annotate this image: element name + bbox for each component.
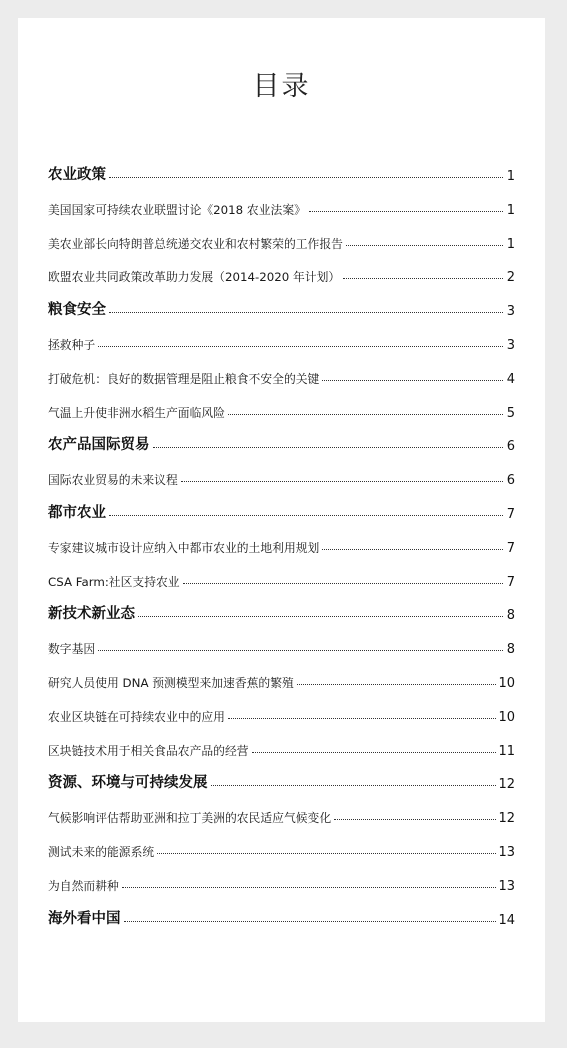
toc-item[interactable] bbox=[48, 631, 515, 657]
document-page bbox=[18, 18, 545, 1022]
toc-entry-title: 新技术新业态 bbox=[48, 606, 135, 623]
toc-page-number: 13 bbox=[498, 845, 515, 860]
toc-item[interactable] bbox=[48, 699, 515, 725]
toc-page-number: 13 bbox=[498, 878, 515, 894]
toc-entry-title: 气温上升使非洲水稻生产面临风险 bbox=[48, 405, 225, 420]
toc-page-number: 1 bbox=[506, 202, 515, 218]
toc-page-number: 1 bbox=[506, 236, 515, 252]
toc-entry-title: 气候影响评估帮助亚洲和拉丁美洲的农民适应气候变化 bbox=[48, 811, 332, 826]
toc-section[interactable] bbox=[48, 428, 515, 454]
toc-entry-title: 拯救种子 bbox=[48, 338, 96, 352]
toc-item[interactable] bbox=[48, 868, 515, 894]
toc-entry-title: 美农业部长向特朗普总统递交农业和农村繁荣的工作报告 bbox=[48, 236, 343, 251]
toc-page-number: 7 bbox=[506, 540, 515, 556]
toc-entry-title: 农业区块链在可持续农业中的应用 bbox=[48, 709, 225, 724]
toc-entry-title: 专家建议城市设计应纳入中都市农业的土地利用规划 bbox=[48, 540, 320, 555]
toc-item[interactable] bbox=[48, 395, 515, 421]
toc-entry-title: 为自然而耕种 bbox=[48, 878, 119, 893]
toc-entry-title: 数字基因 bbox=[48, 642, 96, 657]
toc-entry-title: 都市农业 bbox=[48, 505, 106, 521]
toc-section[interactable] bbox=[48, 496, 515, 522]
toc-entry-title: 国际农业贸易的未来议程 bbox=[48, 473, 178, 488]
toc-entry-title: 打破危机：良好的数据管理是阻止粮食不安全的关键 bbox=[48, 371, 320, 386]
toc-entry-title: 农产品国际贸易 bbox=[48, 437, 150, 454]
toc-entry-title: 测试未来的能源系统 bbox=[48, 845, 155, 859]
toc-item[interactable] bbox=[48, 361, 515, 387]
toc-page-number: 10 bbox=[498, 676, 515, 691]
toc-page-number: 2 bbox=[506, 270, 515, 286]
toc-item[interactable] bbox=[48, 564, 515, 590]
dot-leader bbox=[334, 819, 496, 820]
toc-page-number: 6 bbox=[506, 439, 515, 455]
toc-section[interactable] bbox=[48, 293, 515, 319]
dot-leader bbox=[252, 752, 497, 753]
dot-leader bbox=[109, 515, 503, 516]
toc-item[interactable] bbox=[48, 462, 515, 488]
toc-page-number: 3 bbox=[506, 338, 515, 353]
toc-item[interactable] bbox=[48, 327, 515, 353]
toc-page-number: 11 bbox=[498, 743, 515, 759]
toc-page-number: 14 bbox=[498, 912, 515, 928]
toc-item[interactable] bbox=[48, 834, 515, 860]
dot-leader bbox=[309, 211, 503, 212]
dot-leader bbox=[122, 887, 497, 888]
toc-section[interactable] bbox=[48, 158, 515, 184]
dot-leader bbox=[181, 481, 503, 482]
toc-item[interactable] bbox=[48, 800, 515, 826]
toc-page-number: 7 bbox=[506, 507, 515, 522]
toc-entry-title: 海外看中国 bbox=[48, 910, 121, 927]
dot-leader bbox=[153, 447, 504, 448]
toc-page-number: 12 bbox=[498, 811, 515, 827]
toc-page-number: 8 bbox=[506, 608, 515, 624]
toc-page-number: 6 bbox=[506, 473, 515, 489]
toc-entry-title: CSA Farm:社区支持农业 bbox=[48, 574, 180, 589]
toc-item[interactable] bbox=[48, 192, 515, 218]
toc-section[interactable] bbox=[48, 597, 515, 623]
dot-leader bbox=[322, 549, 503, 550]
dot-leader bbox=[228, 718, 496, 719]
toc-page-number: 4 bbox=[506, 371, 515, 387]
toc-item[interactable] bbox=[48, 733, 515, 759]
toc-page-number: 7 bbox=[506, 574, 515, 590]
toc-page-number: 12 bbox=[498, 777, 515, 793]
dot-leader bbox=[228, 414, 503, 415]
toc-entry-title: 农业政策 bbox=[48, 167, 106, 183]
toc-section[interactable] bbox=[48, 902, 515, 928]
toc-page-number: 5 bbox=[506, 405, 515, 421]
toc-entry-title: 研究人员使用 DNA 预测模型来加速香蕉的繁殖 bbox=[48, 676, 294, 690]
toc-entry-title: 区块链技术用于相关食品农产品的经营 bbox=[48, 743, 249, 758]
dot-leader bbox=[124, 921, 497, 922]
dot-leader bbox=[157, 853, 496, 854]
page-title: 目录 bbox=[252, 71, 311, 102]
toc-page-number: 3 bbox=[506, 304, 515, 320]
dot-leader bbox=[322, 380, 503, 381]
dot-leader bbox=[211, 785, 497, 786]
toc-item[interactable] bbox=[48, 226, 515, 252]
dot-leader bbox=[297, 684, 497, 685]
toc-page-number: 10 bbox=[498, 709, 515, 725]
dot-leader bbox=[183, 583, 503, 584]
dot-leader bbox=[138, 616, 503, 617]
toc-item[interactable] bbox=[48, 530, 515, 556]
toc-page-number: 1 bbox=[506, 169, 515, 184]
toc-entry-title: 美国国家可持续农业联盟讨论《2018 农业法案》 bbox=[48, 202, 306, 217]
toc-item[interactable] bbox=[48, 665, 515, 691]
toc-section[interactable] bbox=[48, 766, 515, 792]
toc-entry-title: 粮食安全 bbox=[48, 302, 106, 319]
dot-leader bbox=[343, 278, 503, 279]
dot-leader bbox=[109, 177, 503, 178]
dot-leader bbox=[98, 650, 503, 651]
dot-leader bbox=[346, 245, 503, 246]
toc-page-number: 8 bbox=[506, 642, 515, 658]
toc-entry-title: 欧盟农业共同政策改革助力发展（2014-2020 年计划） bbox=[48, 270, 341, 285]
toc-entry-title: 资源、环境与可持续发展 bbox=[48, 775, 208, 792]
dot-leader bbox=[98, 346, 503, 347]
dot-leader bbox=[109, 312, 503, 313]
toc-item[interactable] bbox=[48, 259, 515, 285]
